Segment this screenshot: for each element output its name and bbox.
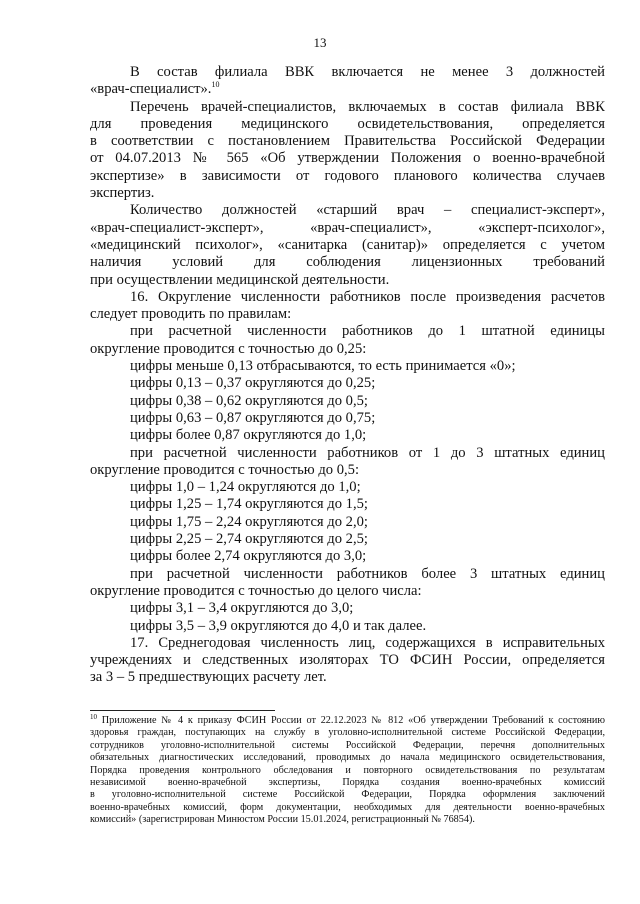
paragraph-line: экспертизе» в зависимости от годового планового количества случаев (90, 167, 605, 184)
paragraph-line: в соответствии с постановлением Правительства Российской Федерации (90, 133, 605, 150)
paragraph-line: учреждениях и следственных изоляторах ТО ФСИН России, определяется (90, 652, 605, 669)
document-body (90, 64, 605, 687)
paragraph-line: при расчетной численности работников более 3 штатных единиц (130, 565, 605, 582)
page-number: 13 (313, 35, 327, 50)
footnote-marker: 10 (90, 713, 97, 721)
paragraph-line: цифры 2,25 – 2,74 округляются до 2,5; (130, 531, 368, 548)
paragraph-line: цифры 0,38 – 0,62 округляются до 0,5; (130, 392, 368, 409)
paragraph-line: наличия условий для соблюдения лицензионных требований (90, 254, 605, 271)
footnote-text: комиссий» (зарегистрирован Минюстом России 15.01.2024, регистрационный № 76854). (90, 814, 475, 826)
footnote-line (90, 814, 605, 826)
paragraph-line: цифры 3,5 – 3,9 округляются до 4,0 и так далее. (130, 617, 427, 634)
paragraph-line: Количество должностей «старший врач – специалист-эксперт», (130, 202, 605, 219)
paragraph-line: «врач-специалист-эксперт», «врач-специалист», «эксперт-психолог», (90, 219, 605, 236)
paragraph-line: В состав филиала ВВК включается не менее 3 должностей (130, 64, 605, 80)
footnote-text: в уголовно-исполнительной системе Российской Федерации, Порядка оформления заключений (90, 789, 605, 801)
footnote-text: Порядка проведения контрольного обследования и повторного освидетельствования по результатам (90, 764, 605, 776)
paragraph-line: от 04.07.2013 № 565 «Об утверждении Положения о военно-врачебной (90, 150, 605, 167)
paragraph-line: цифры 1,25 – 1,74 округляются до 1,5; (130, 496, 368, 513)
footnote-line (90, 752, 605, 764)
paragraph-line: «медицинский психолог», «санитарка (санитар)» определяется с учетом (90, 236, 605, 253)
footnote-reference: 10 (211, 80, 220, 90)
paragraph-line: при расчетной численности работников до 1 штатной единицы (130, 323, 605, 340)
footnote-line (90, 789, 605, 801)
paragraph-line: «врач-специалист».$^{10}$ (90, 80, 220, 98)
paragraph-line: Перечень врачей-специалистов, включаемых в состав филиала ВВК (130, 98, 605, 115)
paragraph-line: цифры 3,1 – 3,4 округляются до 3,0; (130, 600, 354, 617)
footnote-text: независимой военно-врачебной экспертизы, Порядка создания военно-врачебных комиссий (90, 777, 605, 789)
footnote-line (90, 715, 605, 727)
paragraph-line: цифры 0,63 – 0,87 округляются до 0,75; (130, 409, 376, 426)
paragraph-line: цифры меньше 0,13 отбрасываются, то есть принимается «0»; (130, 358, 516, 375)
paragraph-line: следует проводить по правилам: (90, 306, 292, 323)
footnote-line (90, 802, 605, 814)
footnote (90, 715, 605, 827)
paragraph-line: при осуществлении медицинской деятельности. (90, 271, 390, 288)
footnote-divider (90, 710, 275, 711)
paragraph-line: 16. Округление численности работников после произведения расчетов (130, 288, 605, 305)
paragraph-line: округление проводится с точностью до 0,5: (90, 461, 360, 478)
paragraph-line: цифры более 2,74 округляются до 3,0; (130, 548, 367, 565)
footnote-line (90, 777, 605, 789)
footnote-line (90, 727, 605, 739)
footnote-text: обязательных диагностических исследований, проводимых до начала медицинского освидетельствования, (90, 752, 605, 764)
footnote-text: здоровья граждан, поступающих на службу в уголовно-исполнительной системе Российской Федерации, (90, 727, 605, 739)
paragraph-line: за 3 – 5 предшествующих расчету лет. (90, 669, 327, 686)
paragraph-line: цифры 1,0 – 1,24 округляются до 1,0; (130, 479, 361, 496)
footnote-text: сотрудников уголовно-исполнительной системы Российской Федерации, перечня дополнительных (90, 739, 605, 751)
paragraph-line: при расчетной численности работников от 1 до 3 штатных единиц (130, 444, 605, 461)
footnote-text: Приложение № 4 к приказу ФСИН России от 22.12.2023 № 812 «Об утверждении Требований к состоянию (101, 715, 605, 726)
paragraph-line: 17. Среднегодовая численность лиц, содержащихся в исправительных (130, 634, 605, 651)
paragraph-line: экспертиз. (90, 185, 155, 202)
paragraph-line: для проведения медицинского освидетельствования, определяется (90, 115, 605, 132)
paragraph-line: округление проводится с точностью до 0,25: (90, 340, 367, 357)
footnote-line (90, 740, 605, 752)
paragraph-line: цифры более 0,87 округляются до 1,0; (130, 427, 367, 444)
footnote-text: военно-врачебных комиссий, форм документации, необходимых для деятельности военно-врачебных (90, 801, 605, 813)
paragraph-line: цифры 0,13 – 0,37 округляются до 0,25; (130, 375, 376, 392)
paragraph-line: цифры 1,75 – 2,24 округляются до 2,0; (130, 513, 368, 530)
footnote-line (90, 765, 605, 777)
paragraph-line: округление проводится с точностью до целого числа: (90, 582, 422, 599)
